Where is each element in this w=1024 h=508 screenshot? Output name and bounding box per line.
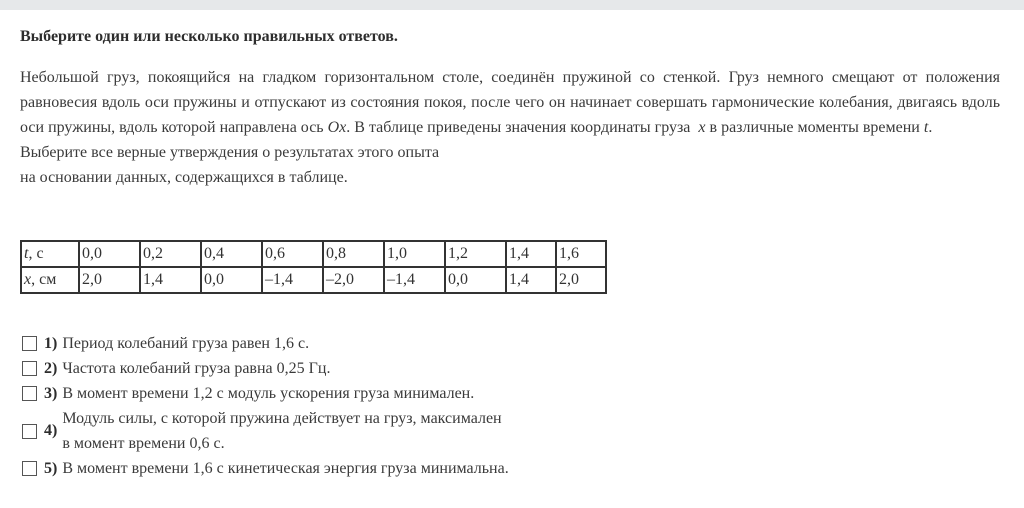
table-cell: 0,0 [79,241,140,267]
table-cell: 0,4 [201,241,262,267]
table-cell: 2,0 [556,267,606,293]
table-row-time [21,241,606,267]
x-variable: x [698,119,706,136]
position-var: x [24,271,32,288]
table-cell: 0,6 [262,241,323,267]
top-bar [0,0,1024,10]
table-cell: –2,0 [323,267,384,293]
axis-label: Ox [327,119,347,136]
option-number: 3) [44,384,58,402]
option-number: 2) [44,359,58,377]
option-number: 1) [44,334,58,352]
table-cell: 0,8 [323,241,384,267]
table-cell: 1,2 [445,241,506,267]
option-5-checkbox[interactable] [22,461,37,476]
problem-text-d: . [928,119,933,136]
problem-paragraph [20,65,1000,140]
option-3-checkbox[interactable] [22,386,37,401]
time-unit: , с [28,245,44,262]
problem-text [20,65,1000,190]
option-text-line-1: Модуль силы, с которой пружина действует на груз, максимален [62,410,502,427]
time-var: t [24,245,29,262]
option-text: Частота колебаний груза равна 0,25 Гц. [62,360,331,377]
position-unit: , см [31,271,57,288]
data-table [20,240,607,294]
table-cell: 1,4 [140,267,201,293]
option-text: В момент времени 1,2 с модуль ускорения груза минимален. [62,385,475,402]
table-cell: 1,0 [384,241,445,267]
option-number: 5) [44,459,58,477]
option-5[interactable] [22,456,509,481]
problem-text-b: . В таблице приведены значения координаты груза [346,119,695,136]
table-cell: 1,4 [506,241,556,267]
table-cell: 0,0 [201,267,262,293]
table-header-time [21,241,79,267]
option-4[interactable] [22,406,509,456]
option-text: Период колебаний груза равен 1,6 с. [62,335,310,352]
table-cell: 0,0 [445,267,506,293]
problem-line-3: на основании данных, содержащихся в таблице. [20,169,348,186]
table-cell: –1,4 [384,267,445,293]
table-cell: 2,0 [79,267,140,293]
option-2-checkbox[interactable] [22,361,37,376]
t-variable: t [923,119,929,136]
problem-line-2: Выберите все верные утверждения о результатах этого опыта [20,144,440,161]
table-row-position [21,267,606,293]
option-3[interactable] [22,381,509,406]
option-4-checkbox[interactable] [22,424,37,439]
table-header-position [21,267,79,293]
option-1-checkbox[interactable] [22,336,37,351]
option-text [62,406,501,456]
problem-text-c: в различные моменты времени [705,119,924,136]
table-cell: 1,6 [556,241,606,267]
table-cell: 1,4 [506,267,556,293]
answer-options [22,331,509,481]
option-2[interactable] [22,356,509,381]
instruction-heading: Выберите один или несколько правильных ответов. [20,28,398,45]
option-text: В момент времени 1,6 с кинетическая энергия груза минимальна. [62,460,509,477]
table-cell: 0,2 [140,241,201,267]
table-cell: –1,4 [262,267,323,293]
option-1[interactable] [22,331,509,356]
problem-text-a: Небольшой груз, покоящийся на гладком горизонтальном столе, соединён пружиной со стенкой. Груз немного смещают от положения равновесия вдоль оси пружины и отпускают из состояния покоя, после чего он начинает совершать гармонические колебания, двигаясь вдоль оси пружины, вдоль которой направлена ось [20,69,1000,136]
option-number: 4) [44,422,58,439]
option-text-line-2: в момент времени 0,6 с. [62,435,225,452]
